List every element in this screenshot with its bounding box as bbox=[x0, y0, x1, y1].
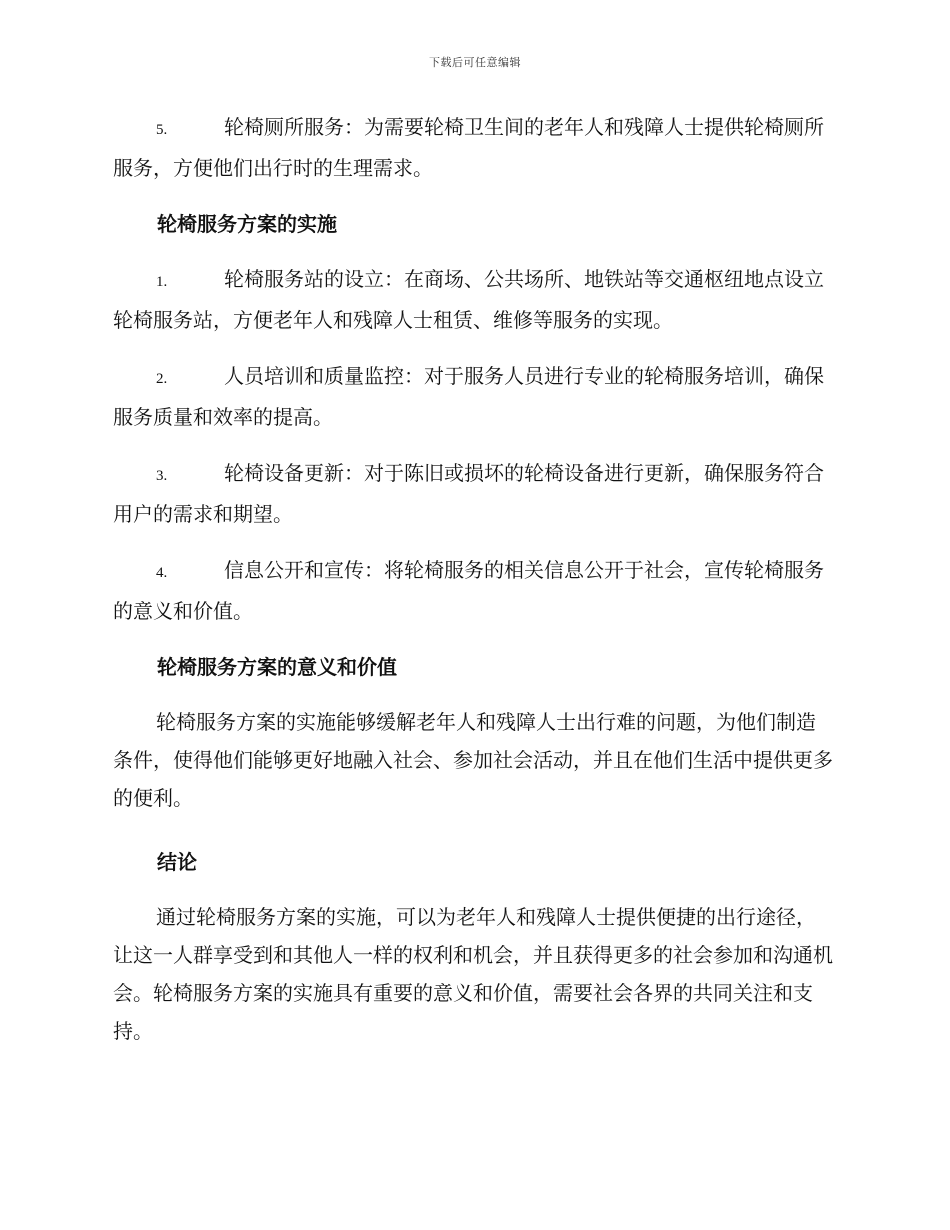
list-item-text: 人员培训和质量监控：对于服务人员进行专业的轮椅服务培训，确保服务质量和效率的提高。 bbox=[113, 364, 824, 429]
list-item-number: 3. bbox=[156, 468, 168, 484]
list-item-text: 轮椅服务站的设立：在商场、公共场所、地铁站等交通枢纽地点设立轮椅服务站，方便老年人和残障人士租赁、维修等服务的实现。 bbox=[113, 267, 824, 332]
list-item-text: 轮椅设备更新：对于陈旧或损坏的轮椅设备进行更新，确保服务符合用户的需求和期望。 bbox=[113, 461, 824, 526]
list-item-text: 轮椅厕所服务：为需要轮椅卫生间的老年人和残障人士提供轮椅厕所服务，方便他们出行时的生理需求。 bbox=[113, 115, 824, 180]
page-header: 下载后可任意编辑 bbox=[429, 56, 521, 69]
list-item-text: 信息公开和宣传：将轮椅服务的相关信息公开于社会，宣传轮椅服务的意义和价值。 bbox=[113, 558, 824, 623]
list-item-number: 5. bbox=[156, 122, 168, 138]
section-heading-value: 轮椅服务方案的意义和价值 bbox=[157, 655, 397, 679]
paragraph-value: 轮椅服务方案的实施能够缓解老年人和残障人士出行难的问题，为他们制造条件，使得他们能够更好地融入社会、参加社会活动，并且在他们生活中提供更多的便利。 bbox=[113, 710, 833, 810]
section-heading-conclusion: 结论 bbox=[157, 850, 197, 874]
list-item bbox=[113, 260, 833, 339]
section-heading-implementation: 轮椅服务方案的实施 bbox=[157, 212, 337, 236]
list-item-number: 1. bbox=[156, 274, 168, 290]
list-item bbox=[113, 357, 833, 436]
list-item-number: 4. bbox=[156, 565, 168, 581]
list-item-number: 2. bbox=[156, 371, 168, 387]
list-item bbox=[113, 108, 833, 187]
list-item bbox=[113, 454, 833, 533]
paragraph-conclusion: 通过轮椅服务方案的实施，可以为老年人和残障人士提供便捷的出行途径，让这一人群享受到和其他人一样的权利和机会，并且获得更多的社会参加和沟通机会。轮椅服务方案的实施具有重要的意义和价值，需要社会各界的共同关注和支持。 bbox=[113, 905, 833, 1043]
list-item bbox=[113, 551, 833, 630]
